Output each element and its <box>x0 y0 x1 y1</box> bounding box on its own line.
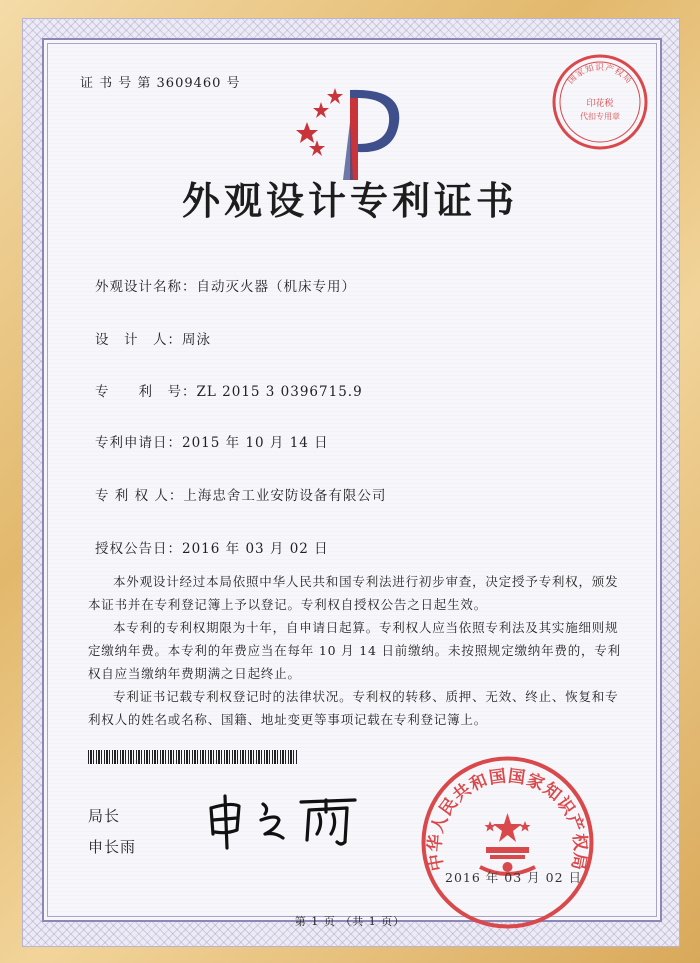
field-grant-date <box>95 537 329 557</box>
page-number: 第 1 页 （共 1 页） <box>294 915 406 928</box>
field-value: ZL 2015 3 0396715.9 <box>196 384 363 400</box>
body-paragraph: 本外观设计经过本局依照中华人民共和国专利法进行初步审查，决定授予专利权，颁发本证书并在专利登记簿上予以登记。专利权自授权公告之日起生效。 <box>88 574 619 612</box>
field-label: 专利申请日： <box>95 435 182 451</box>
certificate-body <box>88 570 628 731</box>
director-name: 申长雨 <box>88 838 137 856</box>
field-label: 设 计 人： <box>95 332 182 348</box>
field-label: 授权公告日： <box>95 541 182 557</box>
field-patent-number <box>95 380 363 400</box>
official-seal-icon <box>420 755 595 930</box>
svg-text:国家知识产权局 <box>566 62 634 86</box>
field-label: 外观设计名称： <box>95 279 197 295</box>
certificate-title: 外观设计专利证书 <box>181 178 518 223</box>
director-title: 局长 <box>88 807 121 825</box>
seal-top-inner-text-2: 代扣专用章 <box>580 112 620 121</box>
field-design-name <box>95 275 356 295</box>
field-patentee <box>95 484 386 504</box>
seal-top-ring-text: 国家知识产权局 <box>565 63 635 87</box>
field-designer <box>95 328 211 348</box>
field-value: 自动灭火器（机床专用） <box>196 279 356 295</box>
field-value: 上海忠舍工业安防设备有限公司 <box>183 488 387 504</box>
field-value: 2016 年 03 月 02 日 <box>182 541 329 557</box>
field-label: 专 利 号： <box>95 384 197 400</box>
tax-seal-icon <box>550 52 650 152</box>
field-value: 2015 年 10 月 14 日 <box>182 435 329 451</box>
director-signature <box>205 790 365 850</box>
barcode <box>88 750 298 764</box>
field-application-date <box>95 431 329 451</box>
field-label: 专 利 权 人： <box>95 488 184 504</box>
certificate-number: 证 书 号 第 3609460 号 <box>80 76 241 91</box>
body-paragraph: 本专利的专利权期限为十年，自申请日起算。专利权人应当依照专利法及其实施细则规定缴纳年费。本专利的年费应当在每年 10 月 14 日前缴纳。未按照规定缴纳年费的，专利权自应当缴纳年费期满之日起终止。 <box>88 620 621 681</box>
seal-top-inner-text: 印花税 <box>586 99 614 109</box>
seal-date: 2016 年 03 月 02 日 <box>445 870 582 885</box>
body-paragraph: 专利证书记载专利权登记时的法律状况。专利权的转移、质押、无效、终止、恢复和专利权人的姓名或名称、国籍、地址变更等事项记载在专利登记簿上。 <box>88 689 619 727</box>
field-value: 周泳 <box>182 332 211 348</box>
sipo-logo-icon <box>295 82 410 182</box>
seal-ring-text: 中华人民共和国国家知识产权局 <box>425 766 590 873</box>
